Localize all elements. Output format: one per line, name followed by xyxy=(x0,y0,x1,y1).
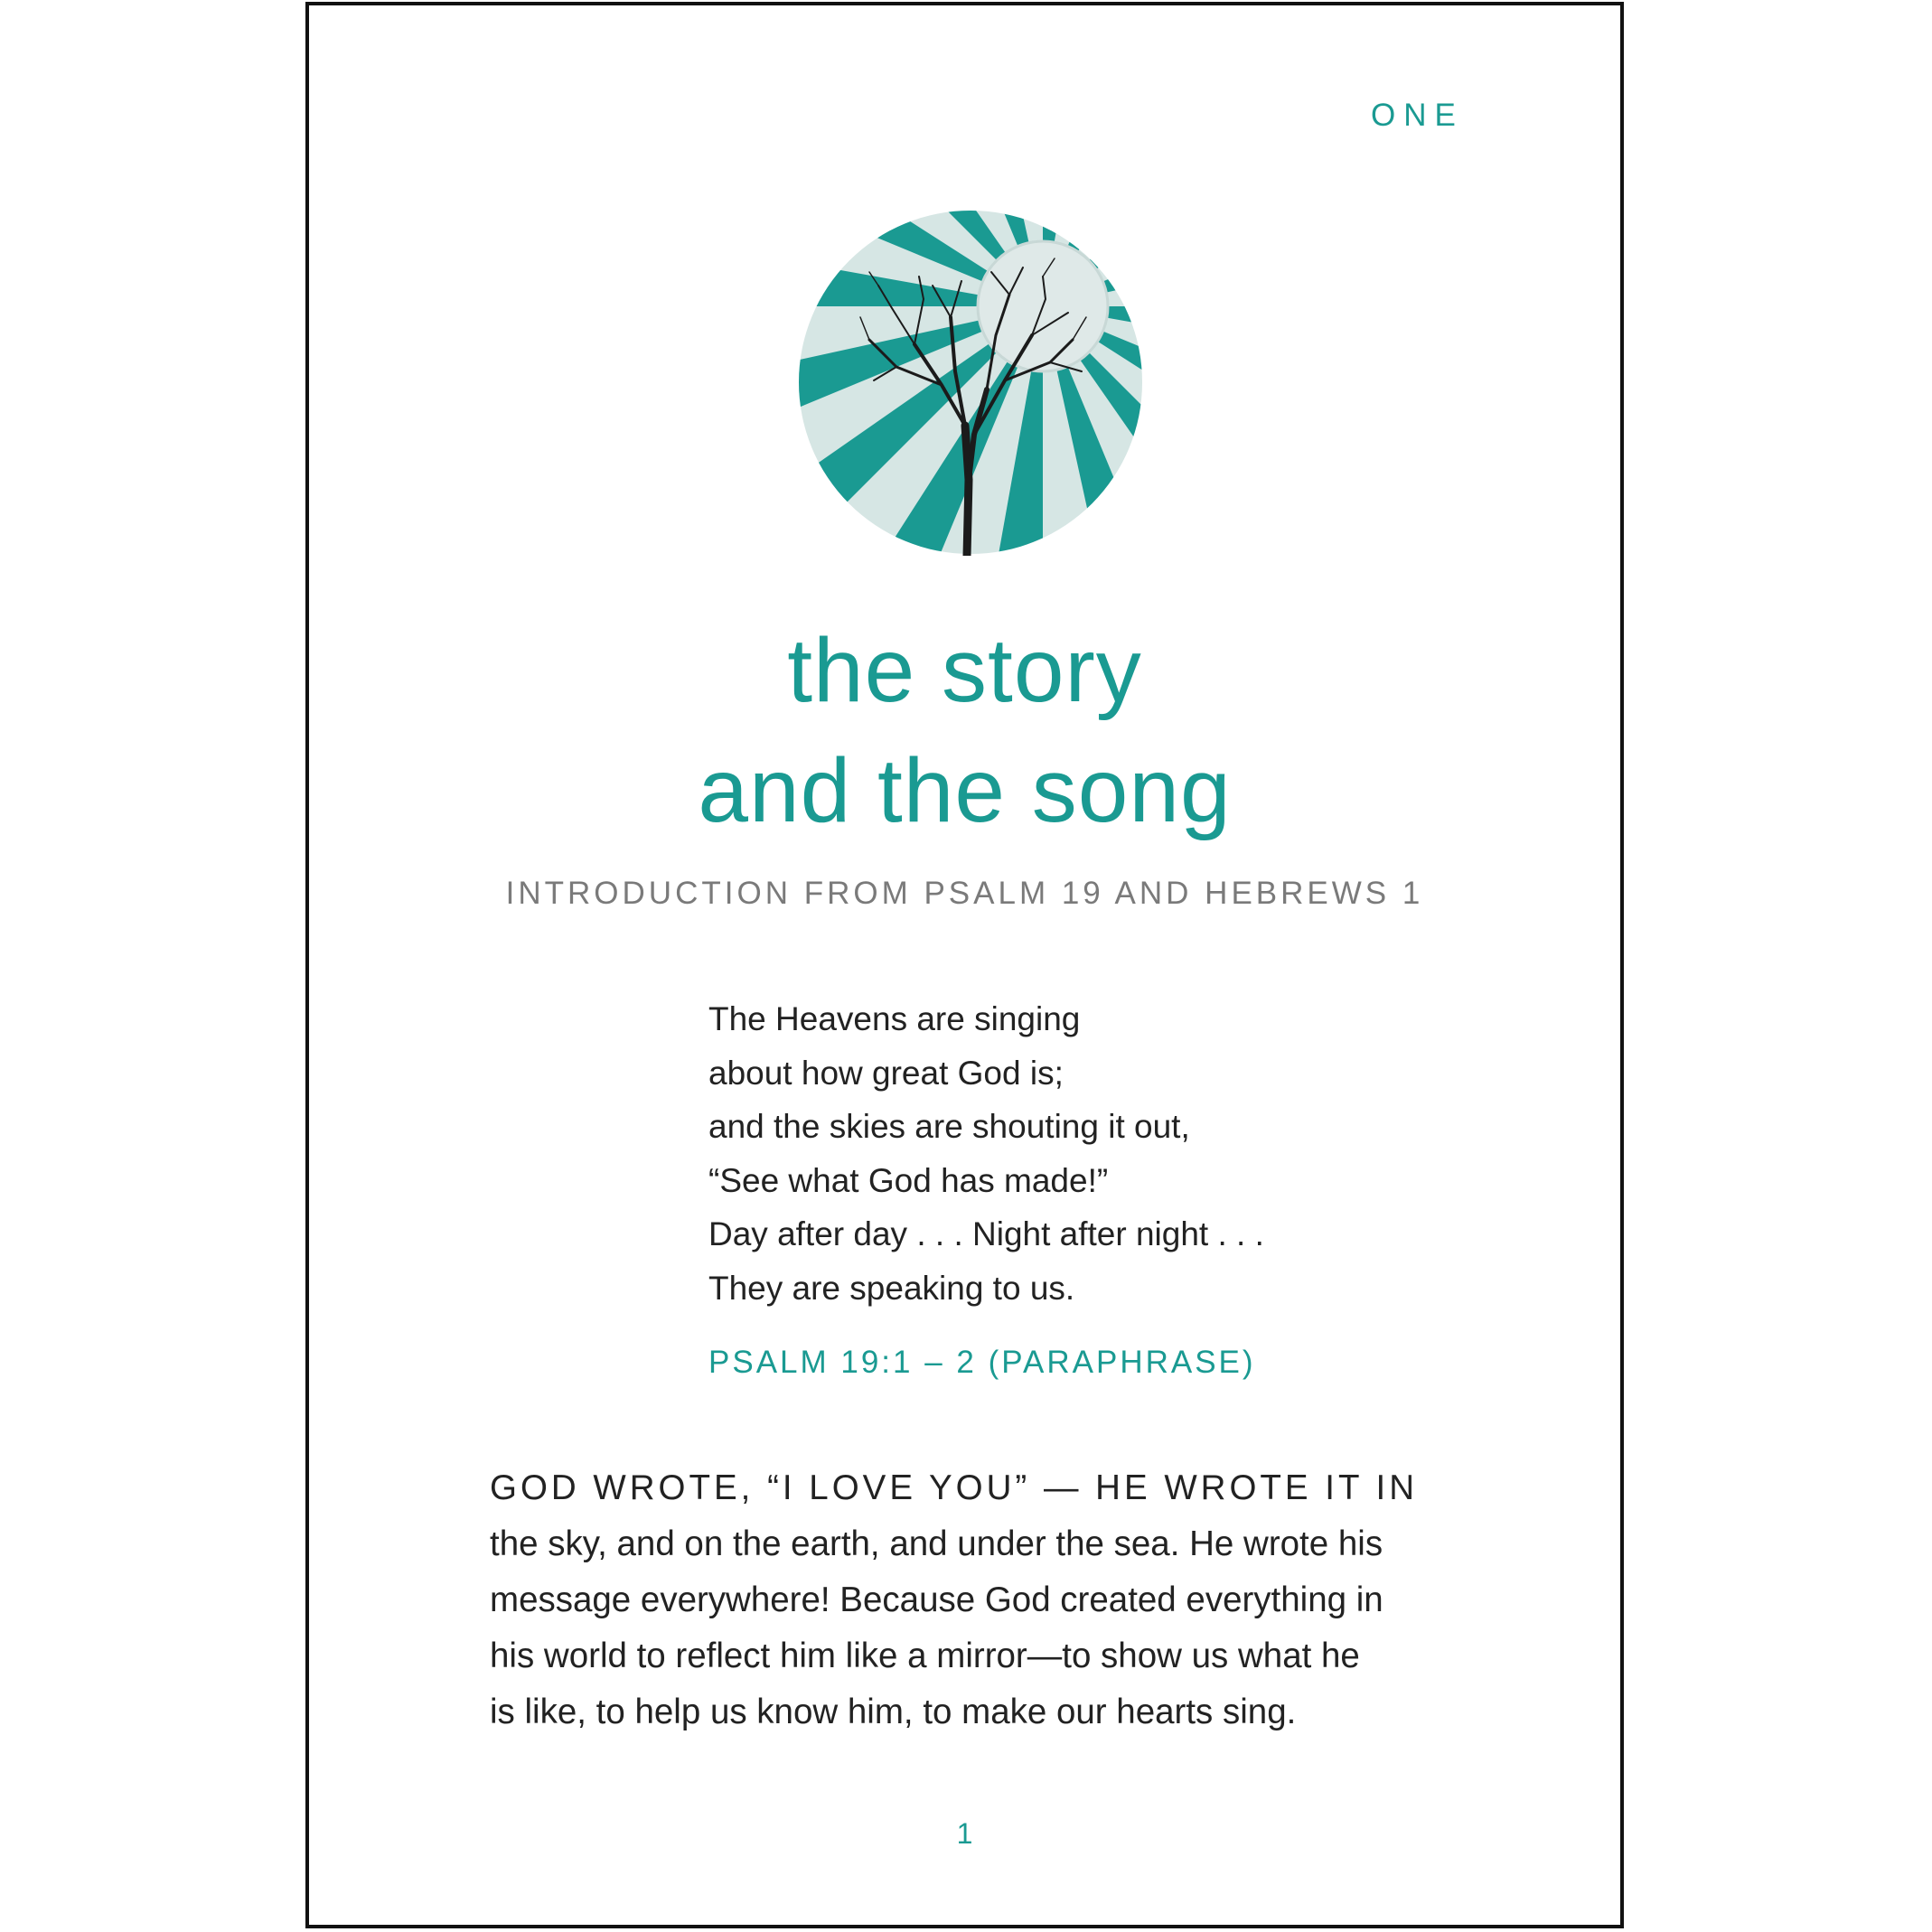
body-line: message everywhere! Because God created everything in xyxy=(490,1580,1383,1619)
poem-line: They are speaking to us. xyxy=(708,1269,1075,1307)
chapter-subtitle: INTRODUCTION FROM PSALM 19 AND HEBREWS 1 xyxy=(505,876,1424,911)
body-line-lead: GOD WROTE, “I LOVE YOU” — HE WROTE IT IN xyxy=(490,1468,1419,1507)
poem-line: and the skies are shouting it out, xyxy=(708,1108,1190,1145)
poem-block xyxy=(708,992,1264,1315)
poem-citation: PSALM 19:1 – 2 (PARAPHRASE) xyxy=(708,1345,1256,1380)
poem-line: Day after day . . . Night after night . . . xyxy=(708,1215,1264,1252)
chapter-title xyxy=(309,611,1620,851)
tree-with-sunburst-icon xyxy=(797,209,1144,556)
chapter-label: ONE xyxy=(1371,98,1464,133)
body-paragraph xyxy=(490,1460,1448,1740)
page-number: 1 xyxy=(956,1817,973,1850)
poem-line: “See what God has made!” xyxy=(708,1161,1109,1199)
title-line-2: and the song xyxy=(698,740,1232,841)
book-page xyxy=(305,2,1624,1928)
body-line: is like, to help us know him, to make our hearts sing. xyxy=(490,1693,1297,1731)
body-line: his world to reflect him like a mirror—to show us what he xyxy=(490,1637,1360,1675)
body-line: the sky, and on the earth, and under the sea. He wrote his xyxy=(490,1524,1383,1563)
title-line-1: the story xyxy=(787,620,1142,721)
poem-line: about how great God is; xyxy=(708,1054,1064,1092)
poem-line: The Heavens are singing xyxy=(708,1000,1081,1037)
